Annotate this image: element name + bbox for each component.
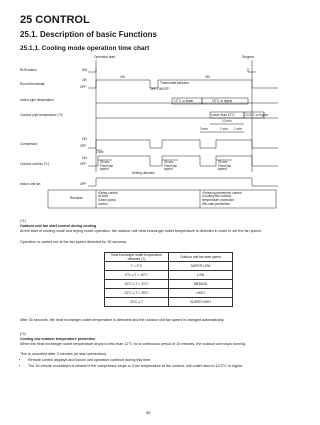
- sw-label: SW: [82, 68, 88, 72]
- list-item: • The 10-minute countdown is cleared if the compressor stops or if the temperature at the outdoor unit outlet rises to 13.5°C or higher.: [28, 364, 282, 369]
- table-cell: MEDIUM: [169, 280, 233, 289]
- fan-speed-3: speed: [218, 167, 227, 171]
- compressor-label: Compressor: [20, 142, 38, 146]
- lower-than-label: Lower than 12°C: [211, 112, 235, 117]
- thermostat-between-2: OFF ON/OFF: [150, 87, 170, 91]
- indoor-fan-label: Indoor unit fan: [20, 182, 41, 186]
- run-button-label: RUN button: [20, 68, 37, 72]
- table-cell: 0°C ≤ T < 10°C: [105, 271, 169, 280]
- table-header: Heat exchanger outlet temperature detected (T): [105, 253, 169, 262]
- fan-30sec-3: 30 sec.: [218, 160, 229, 164]
- table-cell: T < 0°C: [105, 262, 169, 271]
- fan-speed-1: speed: [100, 167, 109, 171]
- table-header-row: [105, 253, 233, 262]
- thermostat-between-1: Thermostat between: [160, 81, 190, 85]
- indoor-pipe-temp-label: Indoor pipe temperature: [20, 98, 55, 102]
- note1-para1: At the start of cooling mode and drying mode operation, the outdoor unit heat exchanger outlet temperature is detected in order to set the fan speed.: [20, 229, 262, 233]
- room-thermostat-label: Room thermostat: [20, 82, 45, 86]
- operation-start-label: Operation start: [94, 55, 116, 59]
- thermostat-off-label: OFF: [80, 85, 87, 89]
- page-title: 25 CONTROL: [20, 14, 90, 26]
- ten-min-label: 10 min: [222, 119, 232, 123]
- stopped-label: Stopped: [242, 55, 254, 59]
- compressor-off-label: OFF: [80, 144, 87, 148]
- compressor-waveform: [88, 140, 278, 148]
- three-min-label: 3 min: [200, 127, 208, 131]
- one-min-label-a: 1 min: [220, 127, 228, 131]
- fan-speed-table: [104, 252, 233, 307]
- table-cell: 25°C ≤ T: [105, 298, 169, 307]
- fan-fixed-1: Fixed fan: [100, 163, 114, 168]
- higher-than-label: 13.5°C or higher: [245, 112, 269, 117]
- table-header: Outdoor unit fan start speed: [169, 253, 233, 262]
- indoor-fan-off-label: OFF: [80, 182, 87, 186]
- remarks-label: Remarks: [70, 196, 83, 200]
- table-cell: LOW: [169, 271, 233, 280]
- outdoor-fan-label: Outdoor unit fan (*1): [20, 162, 49, 166]
- thermostat-on-text-2: ON: [205, 75, 210, 79]
- table-row: [105, 298, 233, 307]
- thermostat-on-text-1: ON: [120, 75, 125, 79]
- note1-heading: Outdoor unit fan start control during cooling: [20, 224, 97, 228]
- outdoor-fan-waveform: [88, 156, 278, 166]
- fan-fixed-3: Fixed fan: [218, 163, 232, 168]
- note1-para3: After 30 seconds, the heat exchanger outlet temperature is detected and the outdoor unit fan speed is changed automatically.: [20, 318, 225, 322]
- one-min-label-b: 1 min: [234, 127, 242, 131]
- table-cell: 10°C ≤ T < 20°C: [105, 280, 169, 289]
- note2-marker: (*2): [20, 332, 26, 336]
- fan-on-label: ON: [82, 156, 87, 160]
- table-row: [105, 289, 233, 298]
- fan-30sec-2: 30 sec.: [164, 160, 175, 164]
- fan-30sec-1: 30 sec.: [100, 160, 111, 164]
- setting-direction-label: Setting direction: [132, 171, 155, 175]
- note2-bullets: [20, 358, 282, 370]
- pipe-high-label: 15°C or higher: [212, 98, 233, 103]
- note2-para2: This is cancelled after 3 minutes (re-start prevention).: [20, 352, 108, 356]
- subsection-heading: 25.1.1. Cooling mode operation time chart: [20, 45, 150, 52]
- thermostat-on-label: ON: [82, 78, 87, 82]
- note2-heading: Cooling low outdoor temperature protection: [20, 337, 96, 341]
- note1-para2: Operation is carried out at the fan speed detected for 30 seconds.: [20, 239, 128, 244]
- page-number: 55: [146, 410, 151, 415]
- table-row: [105, 271, 233, 280]
- pipe-low-label: 12°C or lower: [174, 98, 194, 103]
- table-cell: SUPER LOW: [169, 262, 233, 271]
- table-cell: HIGH: [169, 289, 233, 298]
- table-cell: 20°C ≤ T < 25°C: [105, 289, 169, 298]
- note1-marker: (*1): [20, 219, 26, 223]
- fan-fixed-2: Fixed fan: [164, 163, 178, 168]
- table-row: [105, 262, 233, 271]
- fan-off-label: OFF: [80, 162, 87, 166]
- remarks-left: •Delay control at start •Drain pump control: [98, 190, 118, 206]
- table-row: [105, 280, 233, 289]
- remarks-right: •Freezing prevention control •Cooling low outdoor temperature protection •Re-start prevention: [202, 190, 242, 206]
- table-cell: SUPER HIGH: [169, 298, 233, 307]
- fan-speed-2: speed: [164, 167, 173, 171]
- note2-para1: When the heat exchanger outlet temperature drops to less than 12°C for a continuous period of 10 minutes, the outdoor unit stops running.: [20, 342, 247, 346]
- two-sec-label: 2 sec: [96, 150, 104, 154]
- outdoor-pipe-temp-label: Outdoor pipe temperature (*2): [20, 113, 63, 117]
- indoor-fan-waveform: [88, 178, 278, 186]
- compressor-on-label: ON: [82, 137, 87, 141]
- list-item: • Remote control displays and indoor unit operation continue during this time.: [28, 358, 282, 363]
- section-heading: 25.1. Description of basic Functions: [20, 30, 157, 39]
